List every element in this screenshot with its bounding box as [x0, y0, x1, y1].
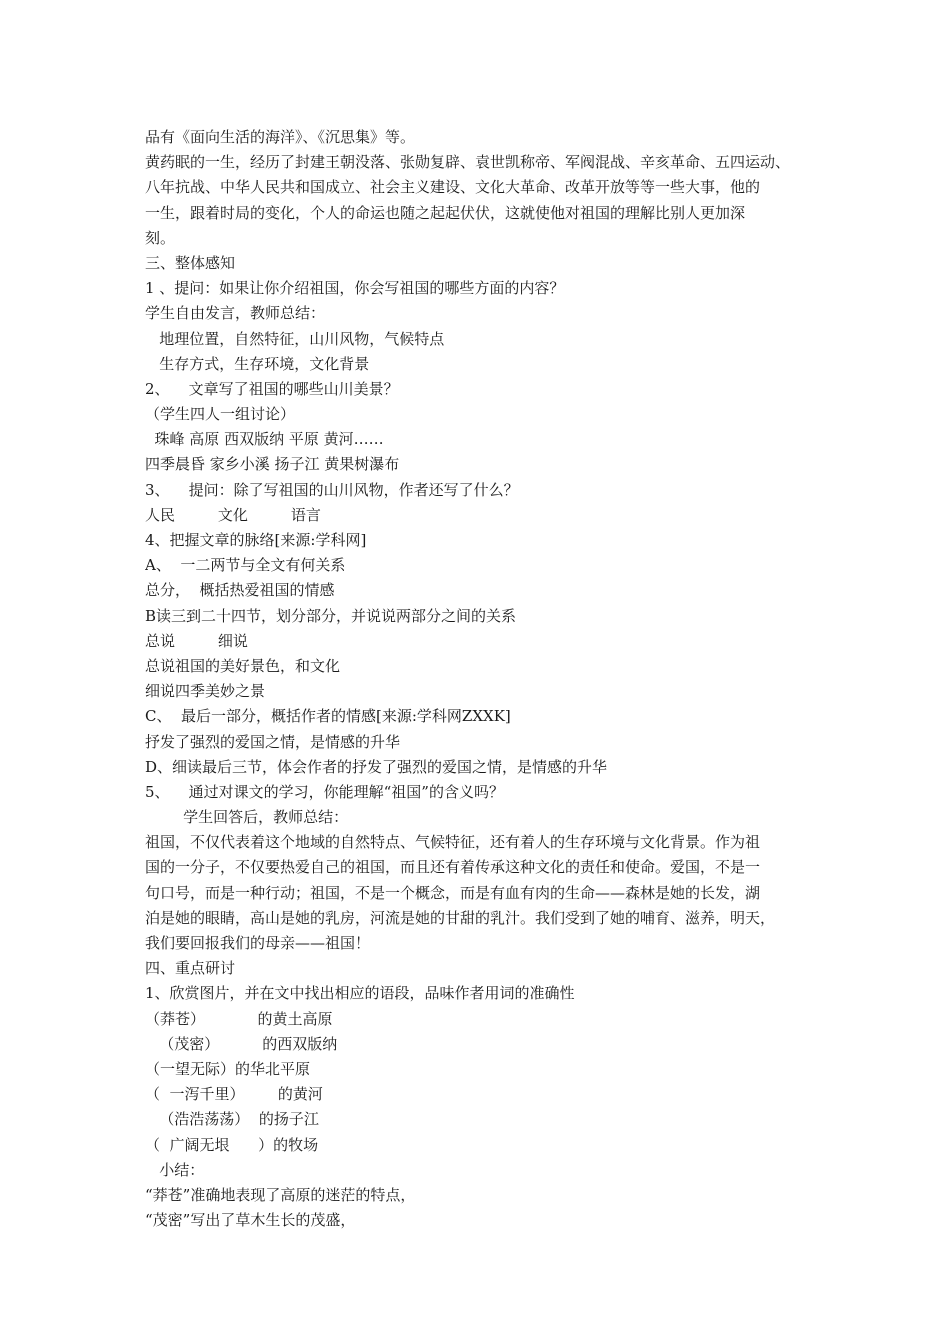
section-heading: 三、整体感知: [145, 253, 236, 272]
text-line: 1 、提问：如果让你介绍祖国，你会写祖国的哪些方面的内容？: [145, 279, 565, 298]
text-line: （茂密） 的西双版纳: [145, 1034, 338, 1053]
text-line: “茂密”写出了草木生长的茂盛，: [145, 1211, 356, 1230]
text-line: 祖国，不仅代表着这个地域的自然特点、气候特征，还有着人的生存环境与文化背景。作为祖: [145, 833, 761, 852]
text-line: 四季晨昏 家乡小溪 扬子江 黄果树瀑布: [145, 455, 400, 474]
text-line: 刻。: [145, 228, 176, 247]
text-line: 5、 通过对课文的学习，你能理解“祖国”的含义吗？: [145, 782, 504, 801]
text-line: B读三到二十四节，划分部分，并说说两部分之间的关系: [145, 606, 517, 625]
document-body: [145, 125, 813, 1233]
text-line: 小结：: [145, 1160, 205, 1179]
text-line: 黄药眠的一生，经历了封建王朝没落、张勋复辟、袁世凯称帝、军阀混战、辛亥革命、五四运动、: [145, 153, 791, 172]
text-line: 抒发了强烈的爱国之情，是情感的升华: [145, 732, 401, 751]
text-line: （ 广阔无垠 ）的牧场: [145, 1135, 319, 1154]
text-line: 3、 提问：除了写祖国的山川风物，作者还写了什么？: [145, 480, 519, 499]
text-line: 4、把握文章的脉络[来源:学科网]: [145, 531, 367, 549]
text-line: 细说四季美妙之景: [145, 682, 266, 701]
text-line: （ 一泻千里） 的黄河: [145, 1085, 323, 1104]
text-line: （一望无际）的华北平原: [145, 1059, 311, 1078]
text-line: 总说祖国的美好景色，和文化: [145, 656, 341, 675]
text-line: A、 一二两节与全文有何关系: [145, 556, 346, 575]
text-line: 我们要回报我们的母亲——祖国！: [145, 934, 371, 952]
text-line: （学生四人一组讨论）: [145, 405, 296, 424]
text-line: “莽苍”准确地表现了高原的迷茫的特点，: [145, 1185, 416, 1204]
section-heading: 四、重点研讨: [145, 959, 236, 978]
text-line: 生存方式，生存环境，文化背景: [145, 354, 370, 373]
text-line: 八年抗战、中华人民共和国成立、社会主义建设、文化大革命、改革开放等等一些大事，他的: [145, 178, 761, 197]
text-line: 品有《面向生活的海洋》、《沉思集》等。: [145, 128, 416, 146]
text-line: 地理位置，自然特征，山川风物，气候特点: [145, 329, 445, 348]
text-line: 2、 文章写了祖国的哪些山川美景？: [145, 379, 399, 398]
text-line: （莽苍） 的黄土高原: [145, 1009, 333, 1028]
text-line: 泊是她的眼睛，高山是她的乳房，河流是她的甘甜的乳汁。我们受到了她的哺育、滋养，明天，: [145, 908, 776, 927]
text-line: D、细读最后三节，体会作者的抒发了强烈的爱国之情，是情感的升华: [145, 757, 608, 776]
text-line: 总分， 概括热爱祖国的情感: [145, 581, 335, 600]
text-line: 1、欣赏图片，并在文中找出相应的语段，品味作者用词的准确性: [145, 984, 575, 1003]
text-line: 珠峰 高原 西双版纳 平原 黄河……: [145, 430, 384, 449]
text-line: C、 最后一部分，概括作者的情感[来源:学科网ZXXK]: [145, 707, 511, 726]
text-line: 学生自由发言，教师总结：: [145, 304, 326, 323]
text-line: 人民 文化 语言: [145, 505, 321, 524]
text-line: 国的一分子，不仅要热爱自己的祖国，而且还有着传承这种文化的责任和使命。爱国，不是一: [145, 858, 761, 877]
text-line: 一生，跟着时局的变化，个人的命运也随之起起伏伏，这就使他对祖国的理解比别人更加深: [145, 203, 746, 222]
text-line: 学生回答后，教师总结：: [145, 808, 349, 827]
text-line: 总说 细说: [145, 631, 248, 650]
text-line: （浩浩荡荡） 的扬子江: [145, 1110, 319, 1129]
text-line: 句口号，而是一种行动；祖国，不是一个概念，而是有血有肉的生命——森林是她的长发，湖: [145, 883, 761, 902]
